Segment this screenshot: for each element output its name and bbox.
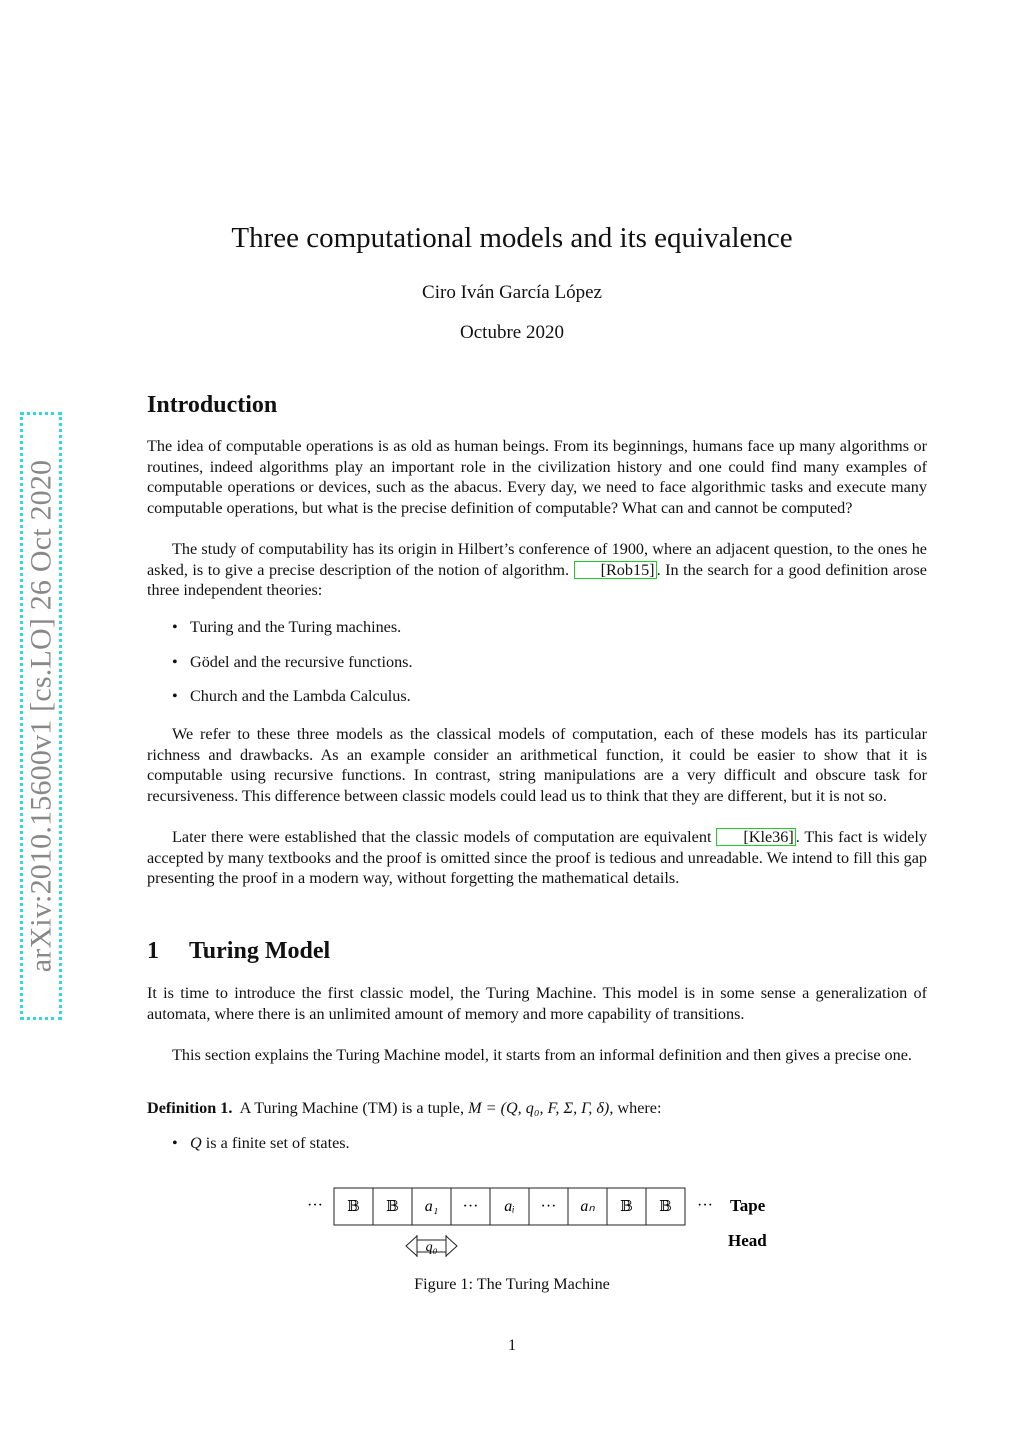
list-item xyxy=(172,1134,350,1153)
intro-paragraph-2 xyxy=(147,539,927,601)
intro-paragraph-4 xyxy=(147,827,927,889)
list-item xyxy=(172,653,413,688)
tape-cell-symbol: a₁ xyxy=(424,1198,439,1215)
tape-cells xyxy=(334,1188,685,1225)
definition-1 xyxy=(147,1099,927,1118)
bullet-icon: • xyxy=(172,618,178,636)
list-item-text: Turing and the Turing machines. xyxy=(190,618,402,636)
figure-caption: Figure 1: The Turing Machine xyxy=(414,1275,610,1293)
intro-paragraph-2-text: The study of computability has its origin in Hilbert’s conference of 1900, where an adjacent question, to the ones he asked, is to give a precise description of the notion of algorithm. xyxy=(147,540,927,579)
definition-math: M = (Q, q₀, F, Σ, Γ, δ) xyxy=(468,1099,610,1117)
theories-list xyxy=(172,618,413,722)
arxiv-identifier: arXiv:2010.15600v1 [cs.LO] 26 Oct 2020 xyxy=(24,459,57,973)
definition-text: A Turing Machine (TM) is a tuple, xyxy=(239,1099,465,1117)
list-item-text: is a finite set of states. xyxy=(201,1134,350,1152)
tape-cell-symbol: 𝔹 xyxy=(347,1197,360,1215)
list-item xyxy=(172,618,413,653)
definition-label: Definition 1. xyxy=(147,1099,233,1117)
section-1-heading xyxy=(147,938,330,965)
head-label: Head xyxy=(728,1231,767,1250)
section-title: Turing Model xyxy=(189,938,331,964)
list-item-text: Gödel and the recursive functions. xyxy=(190,652,413,671)
definition-end: , where: xyxy=(609,1099,662,1117)
tape-cell-symbol: ··· xyxy=(540,1198,557,1215)
section-1-paragraph-2: This section explains the Turing Machine model, it starts from an informal definition and then gives a precise one. xyxy=(172,1046,912,1064)
bullet-icon: • xyxy=(172,1134,178,1152)
section-number: 1 xyxy=(147,938,159,964)
tape-left-dots: ··· xyxy=(307,1197,323,1214)
intro-paragraph-4-text: Later there were established that the classic models of computation are equivalent xyxy=(172,828,712,846)
page-number: 1 xyxy=(507,1336,517,1354)
tape-cell-symbol: aₙ xyxy=(580,1198,595,1215)
list-item xyxy=(172,687,413,722)
section-1-paragraph-1: It is time to introduce the first classic model, the Turing Machine. This model is in some sense a generalization of automata, where there is an unlimited amount of memory and more capability of transitions. xyxy=(147,984,927,1023)
list-item-text: Church and the Lambda Calculus. xyxy=(190,687,411,705)
definition-list xyxy=(172,1134,350,1153)
introduction-heading: Introduction xyxy=(147,392,278,418)
intro-paragraph-2-tail: . In the search for a good definition arose three independent theories: xyxy=(147,560,927,600)
tape-cell-symbol: 𝔹 xyxy=(659,1197,672,1215)
bullet-icon: • xyxy=(172,652,178,671)
citation-link-kle36[interactable]: [Kle36] xyxy=(716,828,795,846)
tape-cell-symbol: ··· xyxy=(462,1198,479,1215)
intro-paragraph-1: The idea of computable operations is as old as human beings. From its beginnings, humans face up many algorithms or routines, indeed algorithms play an important role in the civilization history and one could find many examples of computable operations or devices, such as the abacus. Every day, we need to face algorithmic tasks and execute many computable operations, but what is the precise definition of computable? What can and cannot be computed? xyxy=(147,437,927,517)
citation-link-rob15[interactable]: [Rob15] xyxy=(574,561,657,579)
tape-right-dots: ··· xyxy=(697,1197,713,1214)
tape-cell-symbol: aᵢ xyxy=(504,1198,515,1215)
tape-label: Tape xyxy=(730,1196,766,1215)
head-state: q₀ xyxy=(425,1240,438,1255)
intro-paragraph-4-tail: . This fact is widely accepted by many textbooks and the proof is omitted since the proof is tedious and unreadable. We intend to fill this gap presenting the proof in a modern way, without forgetting the mathematical details. xyxy=(147,828,928,888)
paper-date: Octubre 2020 xyxy=(460,322,564,343)
paper-author: Ciro Iván García López xyxy=(422,282,602,303)
intro-paragraph-3: We refer to these three models as the classical models of computation, each of these models has its particular richness and drawbacks. As an example consider an arithmetical function, it could be easier to show that it is computable using recursive functions. In contrast, string manipulations are a very difficult and obscure task for recursiveness. This difference between classic models could lead us to think that they are different, but it is not so. xyxy=(147,725,927,805)
states-symbol: Q xyxy=(190,1134,202,1152)
tape-cell-symbol: 𝔹 xyxy=(620,1197,633,1215)
arxiv-identifier-stamp xyxy=(20,412,62,1020)
paper-title: Three computational models and its equivalence xyxy=(231,222,793,254)
tape-cell-symbol: 𝔹 xyxy=(386,1197,399,1215)
bullet-icon: • xyxy=(172,687,178,705)
